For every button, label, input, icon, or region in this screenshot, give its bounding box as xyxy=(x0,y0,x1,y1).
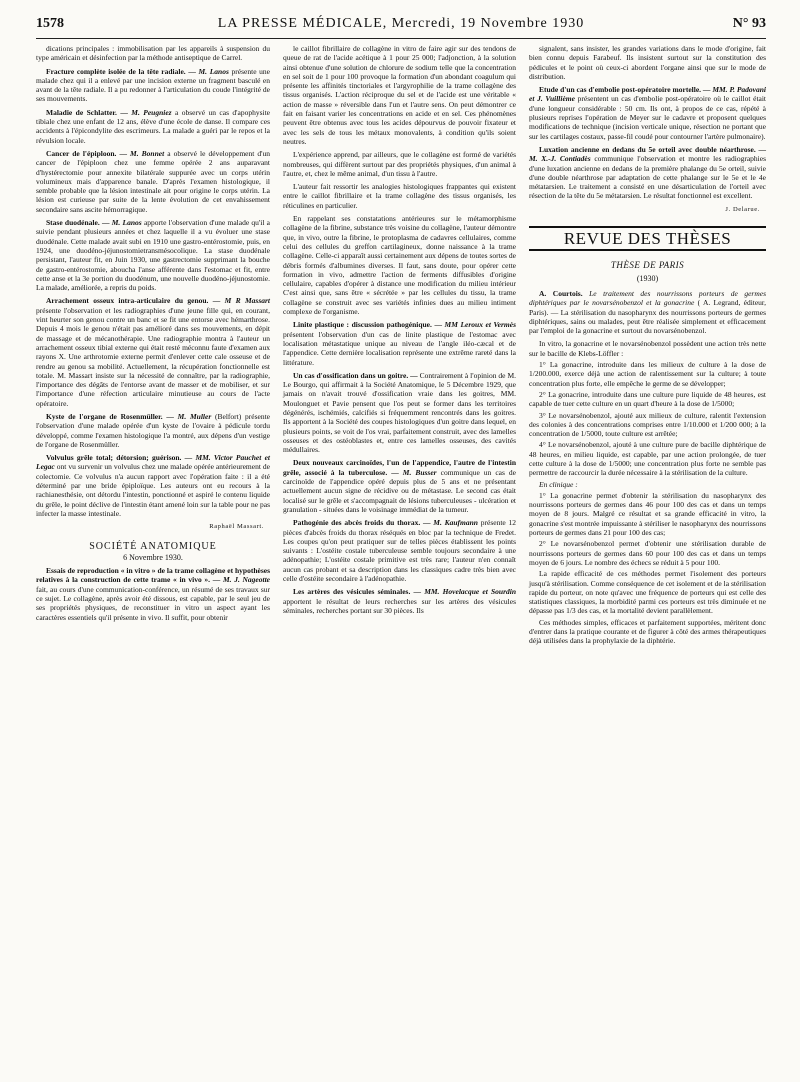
article-heading: Volvulus grêle total; détorsion; guérison. — xyxy=(46,453,193,463)
article-paragraph xyxy=(283,371,516,455)
article-body: apportent le résultat de leurs recherches sur les artères des vésicules séminales, recherches portant sur 30 pièces. Ils xyxy=(283,596,516,615)
article-paragraph xyxy=(529,44,766,81)
article-body: En rappelant ses constatations antérieures sur le métamorphisme collagène de la fibrine, substance très voisine du collagène, l'auteur démontre que, in vivo, outre la fibrine, le protoplasma de cadavres cellulaires, comme celui des cellules du greffon cartilagineux, donne naissance à la trame collagène. Celle-ci apparaît aussi certainement aux dépens de toutes sortes de débris formés d'albumines diverses. Il faut, sans doute, pour opérer cette formation in vivo, admettre l'action de ferments diffusibles d'origine cellulaire, capables d'opérer à distance une modification du milieu intérieur C'est ainsi que, sans être « sécrétée » par les cellules du tissu, la trame collagène se construit avec ses variétés infinies dues au milieu intiment complexe de l'organisme. xyxy=(283,214,516,317)
article-paragraph xyxy=(283,458,516,514)
article-paragraph xyxy=(36,149,270,214)
article-body: apporte l'observation d'une malade qu'il a suivie pendant plusieurs années et chez laquelle il a vu évoluer une stase duodénale. Cette malade avait subi en 1910 une gastro-entérostomie, puis, en 1924, une duodéno-jéjunostomietransmésocolique. La stase duodénale persistant, l'auteur fit, en Juin 1930, une gastrectomie supprimant la bouche de gastro-entérostomie, abouchа l'anse afférente dans l'estomac et fit, entre cette anse et la 3e portion du duodénum, une nouvelle duodéno-jéjunostomie. La malade, améliorée, a repris du poids. xyxy=(36,218,271,293)
article-author: M. Lanos xyxy=(111,218,142,228)
article-body: présente 12 pièces d'abcès froids du thorax réséqués en bloc par la technique de Fredet. Les coupes qu'on peut pratiquer sur de telles pièces établissent les points suivants : L'ostéite costale tuberculeuse semble toujours secondaire à une adénopathie; L'ostéite costale primitive est très rare; l'auteur n'en connaît aucun cas probant et sa description dans les classiques cadre très bien avec celle d'ostéite secondaire à l'adénopathie. xyxy=(283,518,517,584)
thesis-paragraph: 4° Le novarsénobenzol, ajouté à une culture pure de bacille diphtérique de 48 heures, en milieu liquide, est capable, par une action prolongée, de tuer cette culture à la dose de 1/5000; une concentration plus forte ne semble pas permettre de raccourcir la durée nécessaire à la stérilisation de la culture. xyxy=(529,440,766,478)
article-author: M. Peugniez xyxy=(131,107,172,117)
revue-year: (1930) xyxy=(636,273,659,283)
article-paragraph xyxy=(283,44,516,146)
article-author: MM. Hovelacque et Sourdin xyxy=(424,587,517,597)
article-paragraph xyxy=(36,453,270,518)
thesis-paragraph: 1° La gonacrine, introduite dans les milieux de culture à la dose de 1/200.000, exerce déjà une action de ralentissement sur la culture; à toute concentration plus forte, elle empêche le germe de se développer; xyxy=(529,360,766,388)
revue-subtitle: THÈSE DE PARIS xyxy=(610,260,685,271)
article-author: MM. Victor Pauchet et Legac xyxy=(36,453,271,472)
article-heading: Luxation ancienne en dedans du 5e orteil avec double néarthrose. — xyxy=(539,144,766,154)
article-paragraph xyxy=(36,108,270,145)
article-heading: Linite plastique : discussion pathogénique. — xyxy=(293,320,442,330)
article-author: MM Leroux et Vermès xyxy=(444,320,517,330)
thesis-paragraph: 1° La gonacrine permet d'obtenir la stérilisation du nasopharynx des nourrissons porteurs de germes dans 46 pour 100 des cas et dans un temps moyen de 8 jours. Malgré ce résultat et sa grande efficacité in vitro, la gonacrine s'est montrée impuissante à stériliser le nasopharynx des nourrissons porteurs de germes dans 21 pour 100 des cas; xyxy=(529,490,766,538)
thesis-entry: A. Courtois. Le traitement des nourrissons porteurs de germes diphtériques par le novarsénobenzol et la gonacrine ( A. Legrand, éditeur, Paris). — La stérilisation du nasopharynx des nourrissons porteurs de germes diphtériques, sains ou malades, peut être réalisée simplement et efficacement par l'emploi de la gonacrine et surtout du novarsénobenzol. xyxy=(529,288,767,336)
article-heading: Essais de reproduction « in vitro » de la trame collagène et hypothèses relatives à la construction de cette trame « in vivo ». — xyxy=(36,566,270,585)
article-author: M R Massart xyxy=(224,296,270,306)
article-body: L'expérience apprend, par ailleurs, que le collagène est formé de variétés nombreuses, qui diffèrent surtout par des propriétés physiques, d'un animal à l'autre, et, chez le même animal, d'un tissu à l'autre. xyxy=(283,150,516,178)
thesis-paragraph: In vitro, la gonacrine et le novarsénobenzol possèdent une action très nette sur le bacille de Klebs-Löffler : xyxy=(529,339,766,358)
article-paragraph xyxy=(36,67,270,104)
article-body: a observé le développement d'un cancer de l'épiploon chez une femme opérée 2 ans auparavant d'hystérectomie pour annexite bilatérale suppurée avec un corps utérin volumineux mais d'apparence banale. D'après l'examen histologique, il semble probable que la lésion intestinale ait pour origine le corps utérin. La lésion est curieuse par suite de la lente évolution de cet envahissement secondaire sans ascite hémorragique. xyxy=(36,148,270,214)
article-paragraph xyxy=(529,85,766,141)
article-body: fait, au cours d'une communication-conférence, un résumé de ses travaux sur ce sujet. Le collagène, après avoir été dissous, est capable, par le seul jeu de ses propriétés physiques, de reconstituer in vitro un aspect ayant les caractères essentiels qu'il présente in vivo. Il suffit, pour obtenir xyxy=(36,584,270,622)
article-body: Contrairement à l'opinion de M. Le Bourgo, qui affirmait à la Société Anatomique, le 5 Décembre 1929, que jamais on n'avait trouvé d'ossification vraie dans les goitres, MM. Moulonguet et Pavie pensent que l'os peut se former dans les territoires dégénérés, ischémiés, calcifiés si fréquemment rencontrés dans les goitres. Ils apportent à la Société des coupes histologiques d'un goitre dans lequel, en plusieurs points, se voit de l'os vrai, parfaitement construit, avec des lamelles osseuses et des ostéoblastes et, entre ces lamelles osseuses, des cavités médullaires. xyxy=(283,370,516,455)
article-heading: Un cas d'ossification dans un goitre. — xyxy=(293,370,418,380)
article-body: le caillot fibrillaire de collagène in vitro de faire agir sur des tendons de queue de rat de l'acide acétique à 1 pour 25 000; l'adjonction, à la solution ainsi obtenue d'une solution de chlorure de sodium telle que la concentration en sel soit de 1 pour 100 provoque la formation d'un abondant coagulum qui présente les affinités tinctoriales et l'argyrophilie de la trame collagène des tissus organisés. L'action réciproque du sel et de l'acide est une véritable « action de masse » réversible dans l'un et l'autre sens. On peut démontrer ce fait en faisant varier les concentrations en acide et en sel. Ces phénomènes peuvent être obtenus avec tous les acides dépourvus de pouvoir fixateur et avec les sels de tous les métaux monovalents, à condition qu'ils soient neutres. xyxy=(283,44,516,146)
article-heading: Kyste de l'organe de Rosenmüller. — xyxy=(46,411,174,421)
article-paragraph xyxy=(529,145,766,201)
article-heading: Etude d'un cas d'embolie post-opératoire mortelle. — xyxy=(539,85,711,95)
article-heading: Maladie de Schlatter. — xyxy=(46,107,128,117)
article-author: M. J. Nageotte xyxy=(222,575,270,585)
article-body: ont vu survenir un volvulus chez une malade opérée antérieurement de colectomie. Ce volvulus n'a aucun rapport avec l'opération faite : il a été déterminé par une bride épiploïque. Les auteurs ont eu recours à la rachianesthésie, ont détordu l'intestin, ponctionné et aspiré le contenu liquide du grêle, le point déclive de l'intestin étant amené loin sur la table pour ne pas infecter la masse intestinale. xyxy=(36,462,270,518)
thesis-paragraph: 2° Le novarsénobenzol permet d'obtenir une stérilisation durable de nourrissons porteurs de germes dans 60 pour 100 des cas et dans un temps moyen de 6 jours. Le nombre des échecs se réduit à 5 pour 100. xyxy=(529,539,766,567)
article-author: M. Bonnet xyxy=(130,148,165,158)
article-body: présentent un cas d'embolie post-opératoire où le caillot était d'une longueur considérable : 50 cm. Ils ont, à propos de ce cas, répété à plusieurs reprises l'opération de Meyer sur le cadavre et proposent quelques modifications de technique (incision verticale unique, résection ne portant que sur les cartilages costaux, passe-fil coudé pour contourner l'artère pulmonaire). xyxy=(529,94,767,141)
article-paragraph xyxy=(283,518,516,583)
article-author: M. Busser xyxy=(402,467,437,477)
article-paragraph xyxy=(283,587,516,615)
article-body: communique un cas de carcinoïde de l'appendice opéré depuis plus de 5 ans et ne présentant actuellement aucun signe de récidive ou de métastase. Le second cas était localisé sur le grêle et s'accompagnait de lésions tuberculeuses - ulcération et granulation - situées dans le voisinage immédiat de la tumeur. xyxy=(283,467,516,514)
article-body: présentent l'observation d'un cas de linite plastique de l'estomac avec localisation métastatique unique au niveau de l'angle iléo-cæcal et de l'appendice. Cette dernière localisation représente une extrême rareté dans la littérature. xyxy=(283,329,516,367)
article-author: MM. P. Padovani et J. Vuillième xyxy=(529,85,767,104)
article-heading: Arrachement osseux intra-articulaire du genou. — xyxy=(46,296,221,306)
article-author: M. Lanos xyxy=(198,66,229,76)
article-heading: Fracture complète isolée de la tête radiale. — xyxy=(46,66,196,76)
article-paragraph xyxy=(36,412,270,449)
section-title: SOCIÉTÉ ANATOMIQUE xyxy=(89,540,217,552)
article-paragraph xyxy=(36,566,270,622)
issue-number: N° 93 xyxy=(732,16,766,31)
column-2 xyxy=(283,44,516,619)
article-body: présente l'observation et les radiographies d'une jeune fille qui, en courant, vint heurter son genou contre un banc et se fit une entorse avec hémarthrose. Depuis 4 mois le genou n'était pas amélioré dans ses mouvements, en dépit de massage et de mécanothérapie. Une radiographie montra à l'auteur un arrachement osseux tibial externe qui était resté méconnu faute d'examen aux rayons X. Une arthrotomie externe permit d'enlever cette cale osseuse et de rendre au genou sa mobilité. Actuellement, la récupération fonctionnelle est totale. M. Massart insiste sur la nécessité de connaître, par la radiographie, l'importance des dégâts de l'entorse avant de masser et de mobiliser, et sur l'importance d'une réfection articulaire minutieuse au cours de l'acte opératoire. xyxy=(36,305,270,408)
article-heading: Les artères des vésicules séminales. — xyxy=(293,587,422,597)
article-heading: Pathogénie des abcès froids du thorax. — xyxy=(293,518,431,528)
page-number: 1578 xyxy=(36,16,64,31)
article-paragraph xyxy=(36,44,270,63)
thesis-paragraph: 3° Le novarsénobenzol, ajouté aux milieux de culture, ralentit l'extension des colonies à des concentrations comprises entre 1/10.000 et 1/200 000; à la concentration de 1/5000, toute culture est arrêtée; xyxy=(529,410,766,439)
signature: J. Delarue. xyxy=(725,205,760,213)
article-body: (Belfort) présente l'observation d'une malade opérée d'un kyste de l'ovaire à pédicule tordu développé, comme l'examen histologique l'a montré, aux dépens d'un vestige de l'organe de Rosenmüller. xyxy=(36,411,270,449)
revue-heading: REVUE DES THÈSES xyxy=(529,226,766,251)
thesis-paragraph: En clinique : xyxy=(539,479,578,489)
page-header xyxy=(36,14,766,34)
article-body: L'auteur fait ressortir les analogies histologiques frappantes qui existent entre le caillot fibrillaire et la trame collagène des tissus organisés, les réticulines en particulier. xyxy=(283,182,516,210)
thesis-paragraph: 2° La gonacrine, introduite dans une culture pure liquide de 48 heures, est capable de tuer cette culture en un quart d'heure à la dose de 1/5000; xyxy=(529,389,766,409)
article-paragraph xyxy=(283,320,516,366)
article-paragraph xyxy=(283,182,516,210)
article-heading: Cancer de l'épiploon. — xyxy=(46,148,127,158)
article-body: dications principales : immobilisation par les appareils à suspension du type américain et désinfection par la méthode antiseptique de Carrel. xyxy=(36,44,270,63)
column-1 xyxy=(36,44,270,626)
article-author: M. Kaufmann xyxy=(433,518,478,528)
article-heading: Deux nouveaux carcinoïdes, l'un de l'appendice, l'autre de l'intestin grêle, associé à la tuberculose. — xyxy=(283,458,516,477)
section-date: 6 Novembre 1930. xyxy=(123,552,183,562)
journal-title: LA PRESSE MÉDICALE, Mercredi, 19 Novembre 1930 xyxy=(217,16,585,31)
article-paragraph xyxy=(283,214,516,316)
article-author: M. Muller xyxy=(177,411,212,421)
thesis-paragraph: La rapide efficacité de ces méthodes permet l'isolement des porteurs jusqu'à stérilisation. Comme conséquence de cet isolement et de la stérilisation rapide du porteur, on note qu'avec une fréquence de porteurs qui est celle des statistiques classiques, la morbidité parmi ces porteurs est très diminuée et ne dépasse pas 1/3 des cas, et la mortalité devient parallèlement. xyxy=(529,569,766,616)
article-body: présente une malade chez qui il a enlevé par une incision externe un fragment basculé en avant de la tête radiale. Il a pu redonner à l'articulation du coude l'intégrité de ses mouvements. xyxy=(36,66,270,104)
article-body: communique l'observation et montre les radiographies d'une luxation ancienne en dedans de la première phalange du 5e orteil, suivie d'une double néarthrose par adaptation de cette phalange sur le 5e et le 4e métatarsien. Le traitement a consisté en une désarticulation de l'orteil avec résection de la tête du 5e métatarsien. Le résultat fonctionnel est excellent. xyxy=(529,154,766,201)
header-rule xyxy=(36,38,766,39)
article-heading: Stase duodénale. — xyxy=(46,218,110,228)
article-body: signalent, sans insister, les grandes variations dans le mode d'origine, fait bien connu depuis Farabeuf. Ils insistent surtout sur la constitution des pédicules et le point où ceux-ci abordent l'organe ainsi que sur le mode de distribution. xyxy=(529,44,766,81)
article-paragraph xyxy=(283,150,516,178)
article-paragraph xyxy=(36,296,270,408)
thesis-paragraph: Ces méthodes simples, efficaces et parfaitement supportées, méritent donc d'entrer dans la pratique courante et de figurer à côté des armes thérapeutiques déjà utilisées dans la prophylaxie de la diphtérie. xyxy=(529,617,766,646)
column-3 xyxy=(529,44,766,648)
article-paragraph xyxy=(36,218,270,292)
signature: Raphaël Massart. xyxy=(209,523,264,531)
article-body: a observé un cas d'apophysite tibiale chez une enfant de 12 ans, élève d'une école de danse. Il compare ces accidents à l'épicondylite des escrimeurs. La malade a guéri par le repos et la révulsion locale. xyxy=(36,107,270,145)
article-author: M. X.-J. Contiadès xyxy=(529,154,591,164)
